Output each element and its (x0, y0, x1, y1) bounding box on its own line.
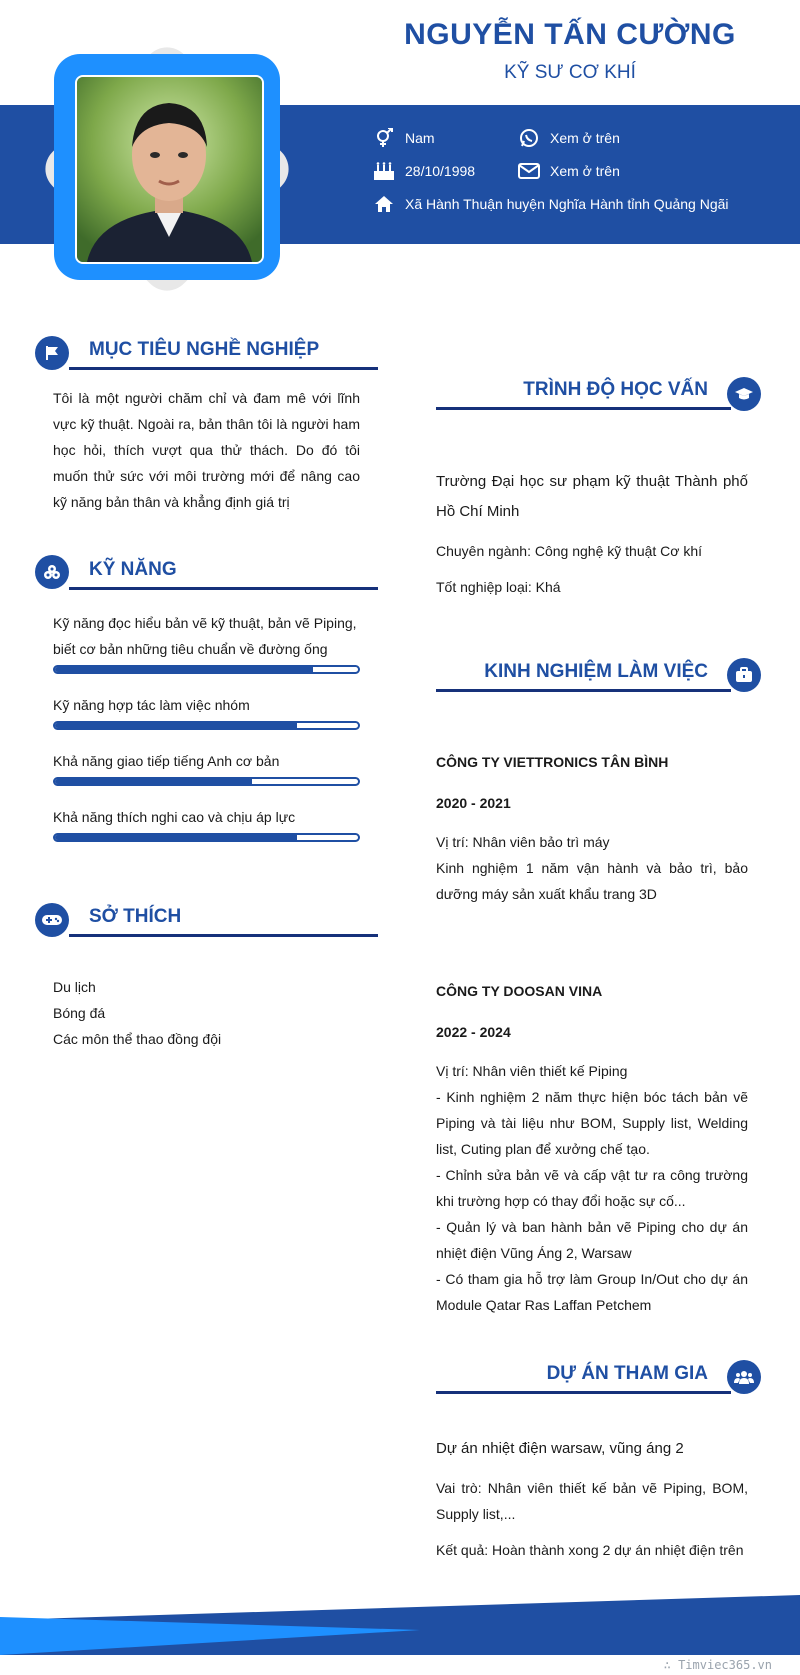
skill-bar-fill (55, 723, 297, 728)
projects-title: DỰ ÁN THAM GIA (546, 1363, 708, 1384)
job-detail: Kinh nghiệm 1 năm vận hành và bảo trì, bảo dưỡng máy sản xuất khẩu trang 3D (436, 860, 748, 902)
hobby-item: Bóng đá (53, 1005, 106, 1021)
gamepad-icon (35, 903, 69, 937)
education-school: Trường Đại học sư phạm kỹ thuật Thành phố Hồ Chí Minh (436, 473, 748, 520)
job-detail: - Kinh nghiệm 2 năm thực hiện bóc tách bản vẽ Piping và tài liệu như BOM, Supply list, Welding list, Cuting plan để xưởng chế tạo. (436, 1089, 748, 1157)
skill-bar-fill (55, 667, 313, 672)
phone-icon (518, 128, 540, 148)
skill-label: Kỹ năng hợp tác làm việc nhóm (53, 697, 250, 713)
envelope-icon (518, 161, 540, 181)
education-title: TRÌNH ĐỘ HỌC VẤN (523, 379, 708, 400)
briefcase-icon (727, 658, 761, 692)
job-detail: - Có tham gia hỗ trợ làm Group In/Out cho dự án Module Qatar Ras Laffan Petchem (436, 1271, 748, 1313)
flag-icon (35, 336, 69, 370)
skill-bar (53, 833, 360, 842)
avatar (75, 75, 264, 264)
objective-text: Tôi là một người chăm chỉ và đam mê với lĩnh vực kỹ thuật. Ngoài ra, bản thân tôi là người ham học hỏi, thích vượt qua thử thách. Do đó tôi muốn thử sức với môi trường mới để nâng cao kỹ năng bản thân và khẳng định giá trị (53, 390, 360, 510)
hobbies-divider (69, 934, 378, 937)
skill-bar (53, 721, 360, 730)
project-name: Dự án nhiệt điện warsaw, vũng áng 2 (436, 1440, 684, 1457)
phone-value: Xem ở trên (550, 130, 620, 146)
footer-band (0, 1595, 800, 1655)
job-position: Vị trí: Nhân viên bảo trì máy (436, 834, 610, 850)
experience-divider (436, 689, 731, 692)
skill-label: Kỹ năng đọc hiểu bản vẽ kỹ thuật, bản vẽ Piping, biết cơ bản những tiêu chuẩn về đường ống (53, 615, 357, 657)
skill-label: Khả năng thích nghi cao và chịu áp lực (53, 809, 296, 825)
job-detail: - Quản lý và ban hành bản vẽ Piping cho dự án nhiệt điện Vũng Áng 2, Warsaw (436, 1219, 748, 1261)
hobbies-title: SỞ THÍCH (89, 906, 182, 927)
job-position: Vị trí: Nhân viên thiết kế Piping (436, 1063, 628, 1079)
address-row (373, 194, 729, 214)
job-detail: - Chỉnh sửa bản vẽ và cấp vật tư ra công trường khi trường hợp có thay đổi hoặc sự cố... (436, 1167, 748, 1209)
home-icon (373, 194, 395, 214)
projects-divider (436, 1391, 731, 1394)
experience-title: KINH NGHIỆM LÀM VIỆC (484, 661, 708, 682)
hobby-item: Du lịch (53, 979, 96, 995)
birthday-value: 28/10/1998 (405, 163, 476, 179)
objective-title: MỤC TIÊU NGHỀ NGHIỆP (89, 339, 320, 360)
email-value: Xem ở trên (550, 163, 620, 179)
objective-divider (69, 367, 378, 370)
watermark: ∴ Timviec365.vn (663, 1658, 772, 1672)
candidate-name: NGUYỄN TẤN CƯỜNG (404, 18, 736, 51)
job-period: 2022 - 2024 (436, 1024, 511, 1040)
skill-bar (53, 777, 360, 786)
job-title: KỸ SƯ CƠ KHÍ (504, 62, 636, 83)
users-icon (727, 1360, 761, 1394)
skill-bar-fill (55, 779, 252, 784)
gender-row (373, 128, 435, 148)
skill-label: Khả năng giao tiếp tiếng Anh cơ bản (53, 753, 280, 769)
gender-value: Nam (405, 130, 435, 146)
skill-bar (53, 665, 360, 674)
job-company: CÔNG TY VIETTRONICS TÂN BÌNH (436, 754, 669, 770)
education-grade: Tốt nghiệp loại: Khá (436, 579, 561, 595)
job-period: 2020 - 2021 (436, 795, 511, 811)
birthday-cake-icon (373, 161, 395, 181)
graduation-cap-icon (727, 377, 761, 411)
skill-bar-fill (55, 835, 297, 840)
job-company: CÔNG TY DOOSAN VINA (436, 983, 603, 999)
address-value: Xã Hành Thuận huyện Nghĩa Hành tỉnh Quảng Ngãi (405, 196, 729, 212)
hobby-item: Các môn thể thao đồng đội (53, 1031, 222, 1047)
skills-title: KỸ NĂNG (89, 559, 177, 580)
project-role: Vai trò: Nhân viên thiết kế bản vẽ Piping, BOM, Supply list,... (436, 1480, 748, 1522)
email-row (518, 161, 620, 181)
education-divider (436, 407, 731, 410)
education-major: Chuyên ngành: Công nghệ kỹ thuật Cơ khí (436, 543, 703, 559)
skills-icon (35, 555, 69, 589)
skills-divider (69, 587, 378, 590)
birthday-row (373, 161, 475, 181)
phone-row (518, 128, 620, 148)
gender-icon (373, 128, 395, 148)
project-result: Kết quả: Hoàn thành xong 2 dự án nhiệt điện trên (436, 1542, 744, 1558)
